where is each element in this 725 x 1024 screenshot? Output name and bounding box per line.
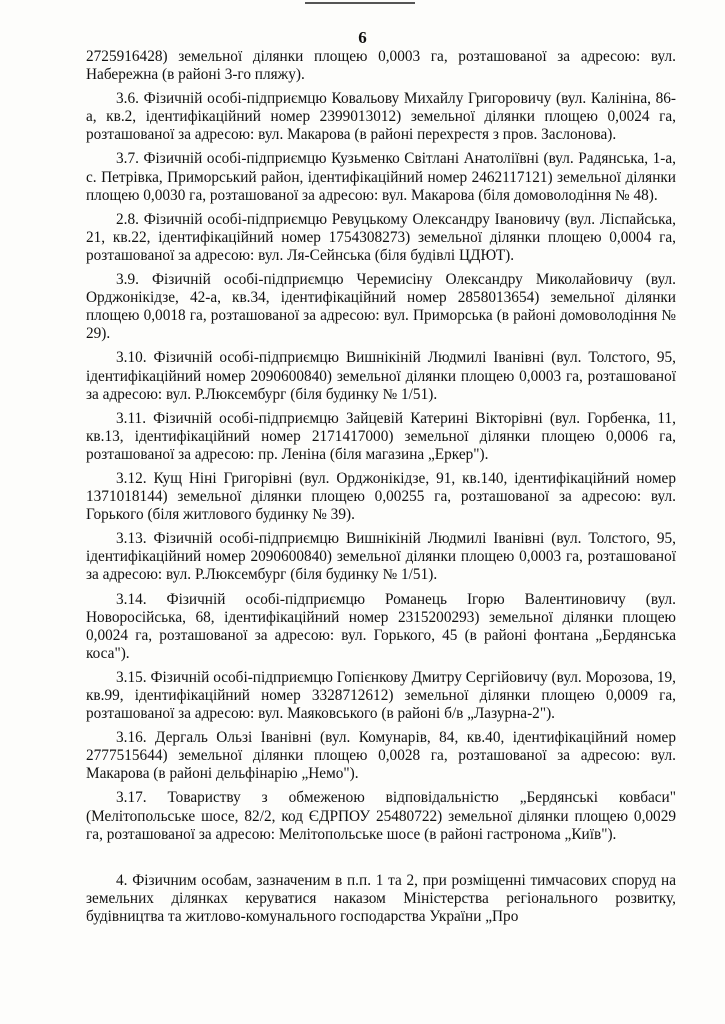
paragraph-3-7: 3.7. Фізичній особі-підприємцю Кузьменко Світлані Анатоліївні (вул. Радянська, 1-а, с. Петрівка, Приморський район, ідентифікаційний номер 2462117121) земельної ділянки площею 0,0030 га, розташованої за адресою: вул. Макарова (біля домоволодіння № 48). (86, 150, 676, 204)
page-number: 6 (358, 28, 367, 47)
paragraph-3-10: 3.10. Фізичній особі-підприємцю Вишнікіній Людмилі Іванівні (вул. Толстого, 95, ідентифікаційний номер 2090600840) земельної ділянки площею 0,0003 га, розташованої за адресою: вул. Р.Люксембург (біля будинку № 1/51). (86, 349, 676, 403)
paragraph-3-5-continuation: 2725916428) земельної ділянки площею 0,0003 га, розташованої за адресою: вул. Набережна (в районі 3-го пляжу). (86, 48, 676, 84)
paragraph-3-15: 3.15. Фізичній особі-підприємцю Гопієнкову Дмитру Сергійовичу (вул. Морозова, 19, кв.99, ідентифікаційний номер 3328712612) земельної ділянки площею 0,0009 га, розташованої за адресою: вул. Маяковського (в районі б/в „Лазурна-2"). (86, 668, 676, 723)
paragraph-3-17: 3.17. Товариству з обмеженою відповідальністю „Бердянські ковбаси" (Мелітопольське шосе, 82/2, код ЄДРПОУ 25480722) земельної ділянки площею 0,0029 га, розташованої за адресою: Мелітопольське шосе (в районі гастронома „Київ"). (86, 789, 676, 843)
paragraph-3-12: 3.12. Кущ Ніні Григорівні (вул. Орджонікідзе, 91, кв.140, ідентифікаційний номер 1371018144) земельної ділянки площею 0,00255 га, розташованої за адресою: вул. Горького (біля житлового будинку № 39). (86, 469, 676, 524)
paragraph-4: 4. Фізичним особам, зазначеним в п.п. 1 та 2, при розміщенні тимчасових споруд на земельних ділянках керуватися наказом Міністерства регіонального розвитку, будівництва та житлово-комунального господарства України „Про (86, 871, 676, 925)
scan-mark (305, 2, 415, 4)
paragraph-3-6: 3.6. Фізичній особі-підприємцю Ковальову Михайлу Григоровичу (вул. Калініна, 86-а, кв.2, ідентифікаційний номер 2399013012) земельної ділянки площею 0,0024 га, розташованої за адресою: вул. Макарова (в районі перехрестя з пров. Заслонова). (86, 90, 676, 144)
document-body (86, 48, 676, 932)
paragraph-2-8: 2.8. Фізичній особі-підприємцю Ревуцькому Олександру Івановичу (вул. Ліспайська, 21, кв.22, ідентифікаційний номер 1754308273) земельної ділянки площею 0,0004 га, розташованої за адресою: вул. Ля-Сейнська (біля будівлі ЦДЮТ). (86, 210, 676, 264)
paragraph-3-13: 3.13. Фізичній особі-підприємцю Вишнікіній Людмилі Іванівні (вул. Толстого, 95, ідентифікаційний номер 2090600840) земельної ділянки площею 0,0003 га, розташованої за адресою: вул. Р.Люксембург (біля будинку № 1/51). (86, 530, 676, 584)
paragraph-3-16: 3.16. Дергаль Ользі Іванівні (вул. Комунарів, 84, кв.40, ідентифікаційний номер 2777515644) земельної ділянки площею 0,0028 га, розташованої за адресою: вул. Макарова (в районі дельфінарію „Немо"). (86, 729, 676, 783)
paragraph-3-9: 3.9. Фізичній особі-підприємцю Черемисіну Олександру Миколайовичу (вул. Орджонікідзе, 42-а, кв.34, ідентифікаційний номер 2858013654) земельної ділянки площею 0,0018 га, розташованої за адресою: вул. Приморська (в районі домоволодіння № 29). (86, 271, 676, 343)
paragraph-3-11: 3.11. Фізичній особі-підприємцю Зайцевій Катерині Вікторівні (вул. Горбенка, 11, кв.13, ідентифікаційний номер 2171417000) земельної ділянки площею 0,0006 га, розташованої за адресою: пр. Леніна (біля магазина „Еркер"). (86, 409, 676, 463)
paragraph-3-14: 3.14. Фізичній особі-підприємцю Романець Ігорю Валентиновичу (вул. Новоросійська, 68, ідентифікаційний номер 2315200293) земельної ділянки площею 0,0024 га, розташованої за адресою: вул. Горького, 45 (в районі фонтана „Бердянська коса"). (86, 590, 676, 662)
